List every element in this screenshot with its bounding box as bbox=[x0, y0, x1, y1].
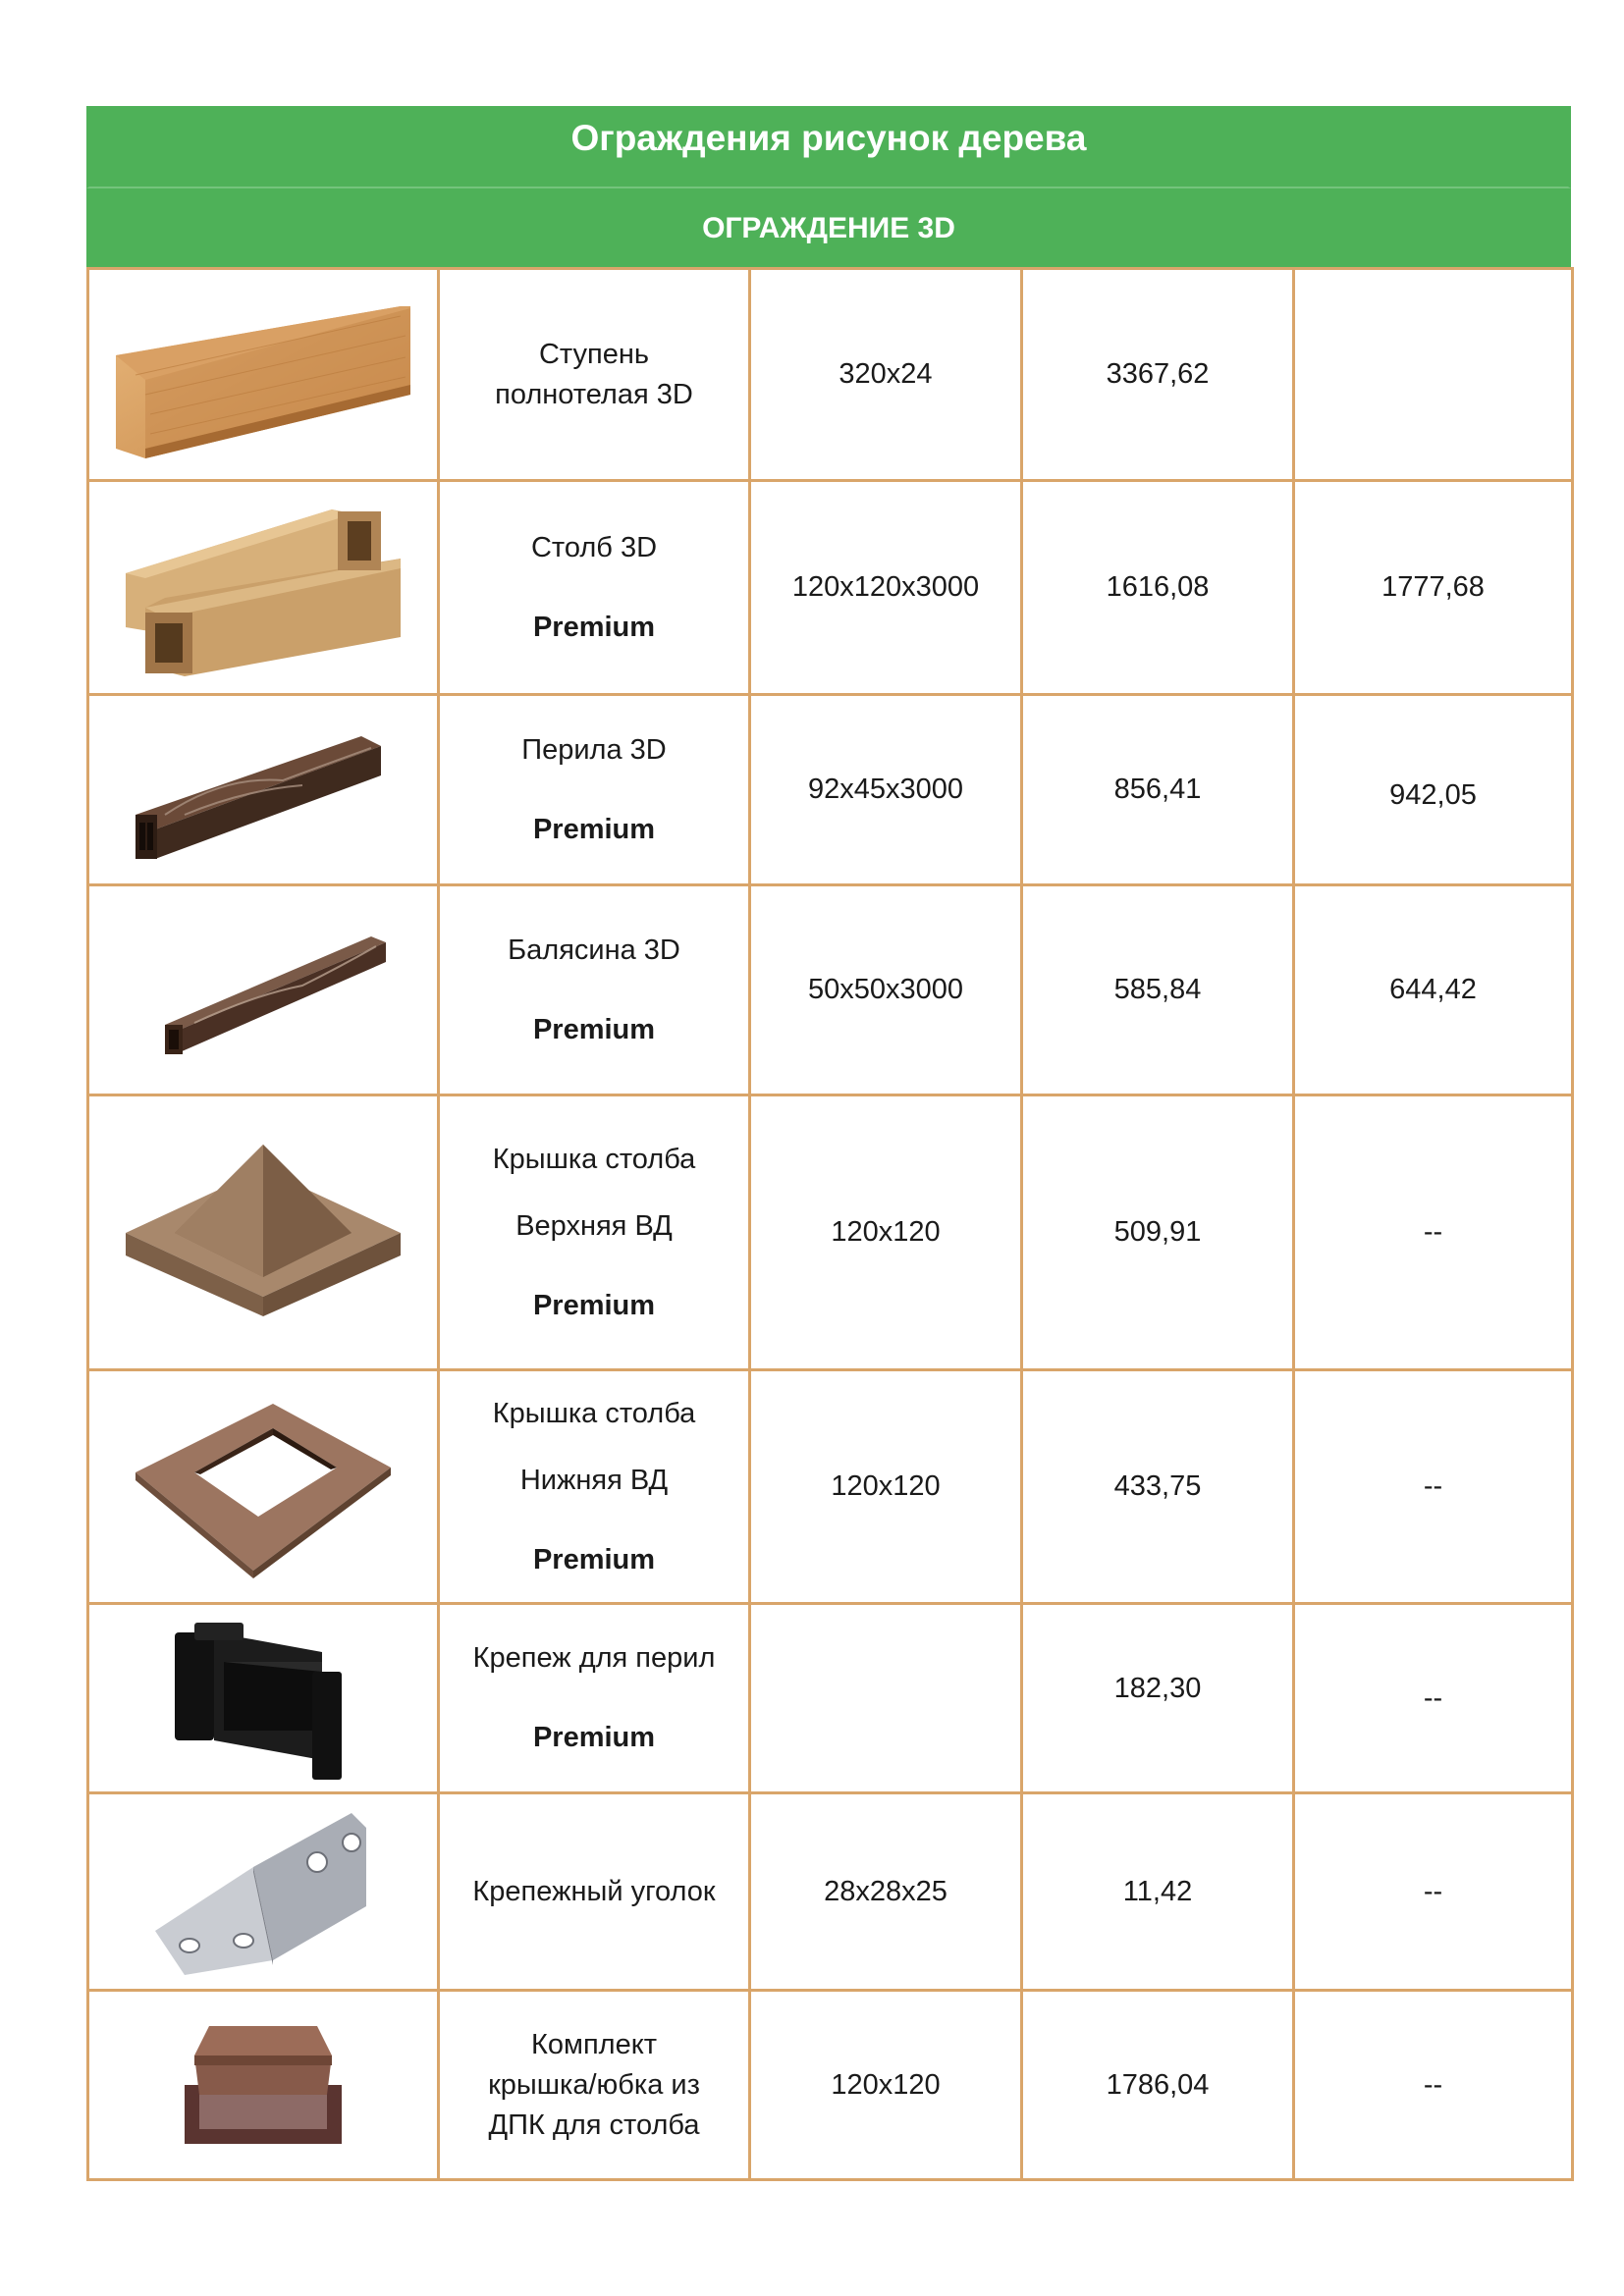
price-cell bbox=[1022, 1095, 1294, 1370]
size-cell bbox=[750, 1991, 1022, 2180]
decking-board-image bbox=[106, 287, 420, 463]
product-name-line: Балясина 3D bbox=[508, 934, 680, 966]
price-cell bbox=[1022, 1370, 1294, 1604]
price-value: 585,84 bbox=[1113, 974, 1202, 1005]
product-name-line: Верхняя ВД bbox=[515, 1209, 673, 1242]
premium-label: Premium bbox=[532, 1722, 656, 1753]
rail-bracket-image bbox=[155, 1613, 371, 1785]
product-image-cell bbox=[88, 1604, 439, 1793]
baluster-image bbox=[106, 907, 420, 1074]
product-name-line: полнотелая 3D bbox=[495, 378, 693, 410]
section-title: ОГРАЖДЕНИЕ 3D bbox=[86, 188, 1571, 267]
price2-cell bbox=[1294, 885, 1573, 1095]
price2-value: 942,05 bbox=[1389, 779, 1477, 811]
price-sheet bbox=[86, 106, 1571, 2181]
product-name-line: Перила 3D bbox=[521, 733, 667, 766]
product-name-cell bbox=[439, 1370, 750, 1604]
product-image-cell bbox=[88, 269, 439, 481]
product-image-cell bbox=[88, 1370, 439, 1604]
price2-cell bbox=[1294, 481, 1573, 695]
size-value: 120x120 bbox=[831, 1216, 941, 1248]
table-row bbox=[88, 481, 1573, 695]
price-value: 1786,04 bbox=[1106, 2068, 1210, 2101]
post-skirt-image bbox=[126, 1394, 401, 1580]
table-row bbox=[88, 1793, 1573, 1991]
price2-value: 1777,68 bbox=[1381, 571, 1485, 603]
product-name-line: Крышка столба bbox=[492, 1143, 696, 1175]
size-value: 50x50x3000 bbox=[807, 974, 964, 1005]
price-value: 1616,08 bbox=[1106, 571, 1210, 603]
price-cell bbox=[1022, 1793, 1294, 1991]
table-row bbox=[88, 1370, 1573, 1604]
price2-cell bbox=[1294, 1370, 1573, 1604]
size-value: 120x120 bbox=[831, 1470, 941, 1502]
size-cell bbox=[750, 695, 1022, 885]
product-name-line: крышка/юбка из bbox=[488, 2068, 700, 2101]
price2-cell bbox=[1294, 695, 1573, 885]
price-cell bbox=[1022, 481, 1294, 695]
size-cell bbox=[750, 481, 1022, 695]
post-cap-image bbox=[116, 1140, 410, 1326]
price2-cell bbox=[1294, 1095, 1573, 1370]
product-table bbox=[86, 267, 1574, 2181]
product-name-cell bbox=[439, 1095, 750, 1370]
product-name-cell bbox=[439, 695, 750, 885]
price2-cell bbox=[1294, 269, 1573, 481]
product-name-cell bbox=[439, 481, 750, 695]
product-name-line: Крышка столба bbox=[492, 1397, 696, 1429]
size-value: 120x120x3000 bbox=[791, 571, 980, 603]
price-value: 856,41 bbox=[1113, 774, 1202, 805]
size-cell bbox=[750, 885, 1022, 1095]
product-image-cell bbox=[88, 695, 439, 885]
size-value: 28x28x25 bbox=[824, 1875, 947, 1907]
premium-label: Premium bbox=[532, 813, 656, 845]
premium-label: Premium bbox=[532, 1543, 656, 1575]
premium-label: Premium bbox=[532, 1289, 656, 1321]
product-name-line: Крепеж для перил bbox=[472, 1642, 716, 1674]
table-row bbox=[88, 1991, 1573, 2180]
price-cell bbox=[1022, 885, 1294, 1095]
price-value: 433,75 bbox=[1113, 1470, 1202, 1502]
table-row bbox=[88, 1604, 1573, 1793]
product-name-cell bbox=[439, 269, 750, 481]
product-image-cell bbox=[88, 481, 439, 695]
product-name-line: Крепежный уголок bbox=[472, 1875, 716, 1907]
metal-corner-image bbox=[145, 1798, 381, 1985]
price-cell bbox=[1022, 1604, 1294, 1793]
price2-value: 644,42 bbox=[1389, 974, 1477, 1005]
handrail-image bbox=[106, 717, 420, 864]
price2-value: -- bbox=[1423, 1470, 1443, 1502]
table-row bbox=[88, 1095, 1573, 1370]
size-cell bbox=[750, 1604, 1022, 1793]
product-image-cell bbox=[88, 1991, 439, 2180]
price-cell bbox=[1022, 695, 1294, 885]
size-value: 92x45x3000 bbox=[807, 774, 964, 805]
price-cell bbox=[1022, 269, 1294, 481]
price2-cell bbox=[1294, 1991, 1573, 2180]
product-name-cell bbox=[439, 1991, 750, 2180]
post-image bbox=[106, 490, 420, 686]
table-row bbox=[88, 695, 1573, 885]
size-cell bbox=[750, 1095, 1022, 1370]
premium-label: Premium bbox=[532, 611, 656, 643]
product-name-line: ДПК для столба bbox=[488, 2109, 700, 2141]
cap-skirt-kit-image bbox=[165, 2016, 361, 2154]
table-title: Ограждения рисунок дерева bbox=[86, 106, 1571, 188]
price2-value: -- bbox=[1423, 1682, 1443, 1714]
price-value: 3367,62 bbox=[1106, 358, 1210, 390]
product-name-line: Комплект bbox=[530, 2028, 657, 2060]
size-value: 120x120 bbox=[831, 2068, 941, 2101]
product-name-line: Столб 3D bbox=[530, 531, 658, 563]
product-name-cell bbox=[439, 1604, 750, 1793]
size-value: 320x24 bbox=[839, 358, 933, 390]
table-row bbox=[88, 885, 1573, 1095]
price2-cell bbox=[1294, 1604, 1573, 1793]
price-value: 509,91 bbox=[1113, 1216, 1202, 1248]
price-value: 182,30 bbox=[1113, 1672, 1202, 1704]
size-cell bbox=[750, 1370, 1022, 1604]
size-cell bbox=[750, 269, 1022, 481]
product-image-cell bbox=[88, 1793, 439, 1991]
product-image-cell bbox=[88, 885, 439, 1095]
price-value: 11,42 bbox=[1122, 1875, 1193, 1907]
product-name-cell bbox=[439, 1793, 750, 1991]
product-name-line: Нижняя ВД bbox=[519, 1464, 669, 1496]
price2-value: -- bbox=[1423, 1875, 1443, 1907]
price2-value: -- bbox=[1423, 1216, 1443, 1248]
price2-cell bbox=[1294, 1793, 1573, 1991]
product-name-cell bbox=[439, 885, 750, 1095]
product-image-cell bbox=[88, 1095, 439, 1370]
premium-label: Premium bbox=[532, 1013, 656, 1045]
size-cell bbox=[750, 1793, 1022, 1991]
price2-value: -- bbox=[1423, 2068, 1443, 2101]
table-row bbox=[88, 269, 1573, 481]
price-cell bbox=[1022, 1991, 1294, 2180]
product-name-line: Ступень bbox=[538, 338, 649, 370]
